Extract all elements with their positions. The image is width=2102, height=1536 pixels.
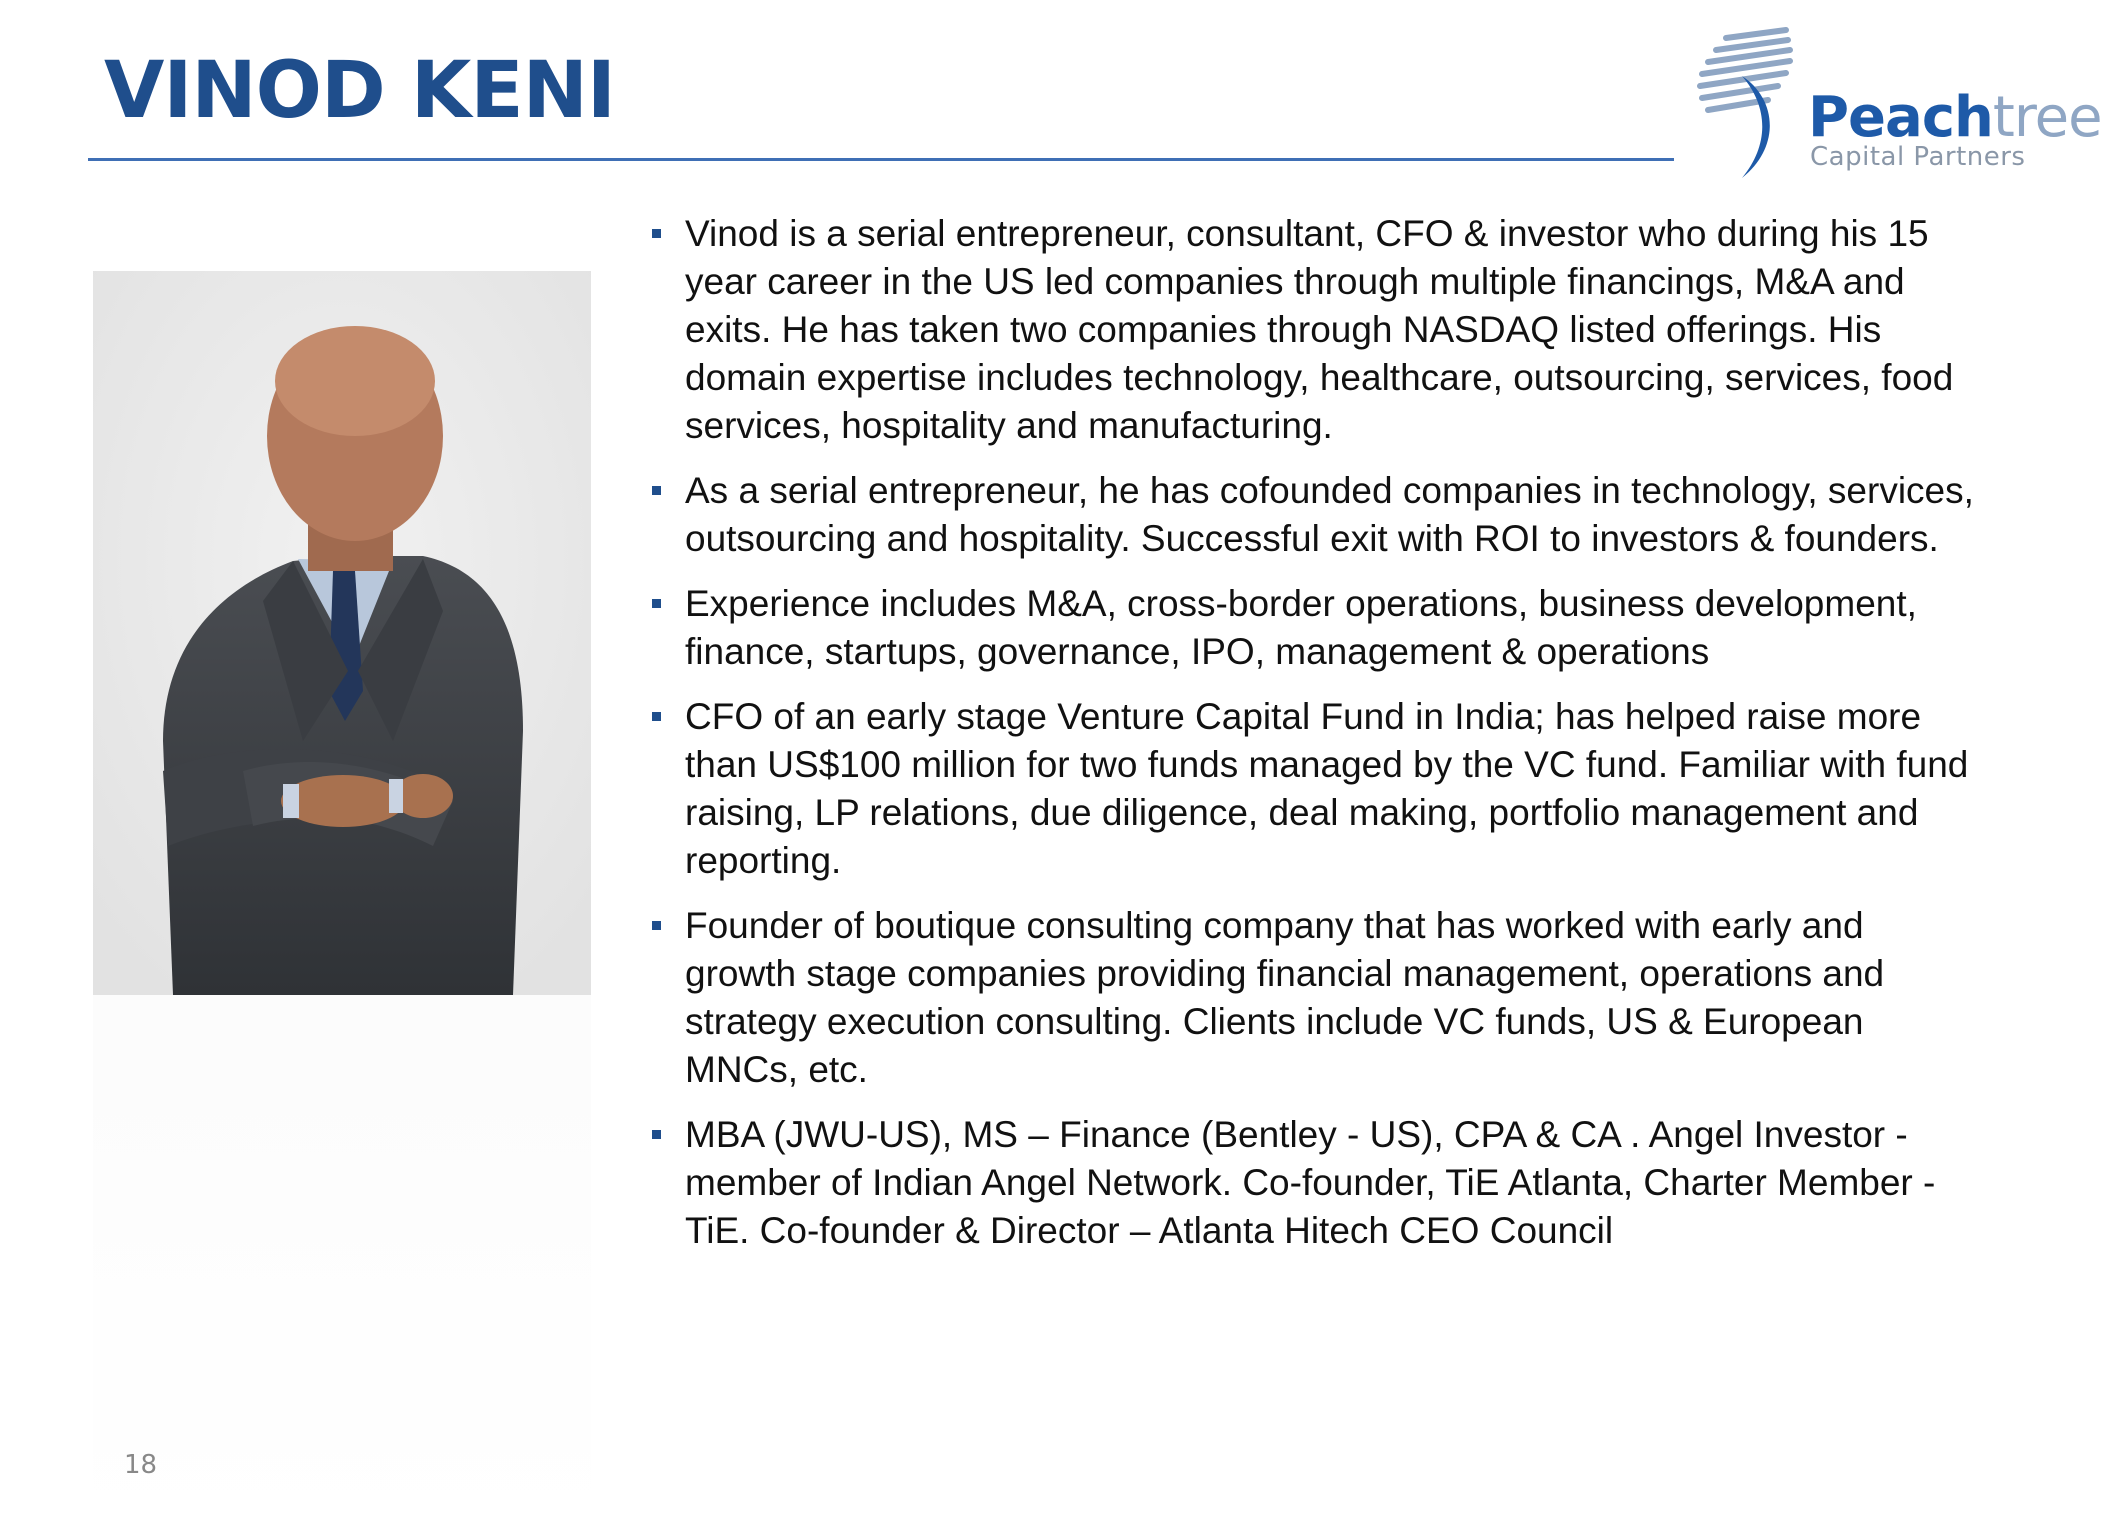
square-bullet-icon <box>652 712 661 721</box>
bio-bullet-text: Experience includes M&A, cross-border operations, business development, finance, startups, governance, IPO, management & operations <box>685 583 1917 672</box>
square-bullet-icon <box>652 229 661 238</box>
bio-bullet-item <box>650 693 1980 885</box>
company-logo <box>1678 28 2102 188</box>
logo-word-tree: tree <box>1992 85 2102 150</box>
logo-wordmark <box>1808 85 2102 150</box>
square-bullet-icon <box>652 599 661 608</box>
bio-bullet-item <box>650 580 1980 676</box>
square-bullet-icon <box>652 486 661 495</box>
bio-bullet-item <box>650 1111 1980 1255</box>
bio-bullet-item <box>650 902 1980 1094</box>
bio-bullet-text: MBA (JWU-US), MS – Finance (Bentley - US), CPA & CA . Angel Investor - member of Indian Angel Network. Co-founder, TiE Atlanta, Charter Member - TiE. Co-founder & Director – Atlanta Hitech CEO Council <box>685 1114 1936 1251</box>
bio-bullet-item <box>650 467 1980 563</box>
profile-photo <box>93 271 591 995</box>
page-number: 18 <box>124 1450 158 1480</box>
logo-subtitle: Capital Partners <box>1810 142 2026 172</box>
bio-bullet-text: Vinod is a serial entrepreneur, consultant, CFO & investor who during his 15 year career in the US led companies through multiple financings, M&A and exits. He has taken two companies through NASDAQ listed offerings. His domain expertise includes technology, healthcare, outsourcing, services, food services, hospitality and manufacturing. <box>685 213 1954 446</box>
square-bullet-icon <box>652 1130 661 1139</box>
bio-bullet-item <box>650 210 1980 450</box>
bio-bullet-text: CFO of an early stage Venture Capital Fund in India; has helped raise more than US$100 million for two funds managed by the VC fund. Familiar with fund raising, LP relations, due diligence, deal making, portfolio management and reporting. <box>685 696 1969 881</box>
person-portrait-icon <box>93 271 591 995</box>
bio-bullet-text: As a serial entrepreneur, he has cofounded companies in technology, services, outsourcing and hospitality. Successful exit with ROI to investors & founders. <box>685 470 1974 559</box>
logo-word-peach: Peach <box>1808 85 1993 150</box>
slide-title: VINOD KENI <box>104 46 615 136</box>
logo-swoosh-icon <box>1678 28 1808 188</box>
square-bullet-icon <box>652 921 661 930</box>
bio-bullet-list <box>650 210 1980 1272</box>
title-divider <box>88 158 1674 161</box>
bio-bullet-text: Founder of boutique consulting company that has worked with early and growth stage companies providing financial management, operations and strategy execution consulting. Clients include VC funds, US & European MNCs, etc. <box>685 905 1885 1090</box>
